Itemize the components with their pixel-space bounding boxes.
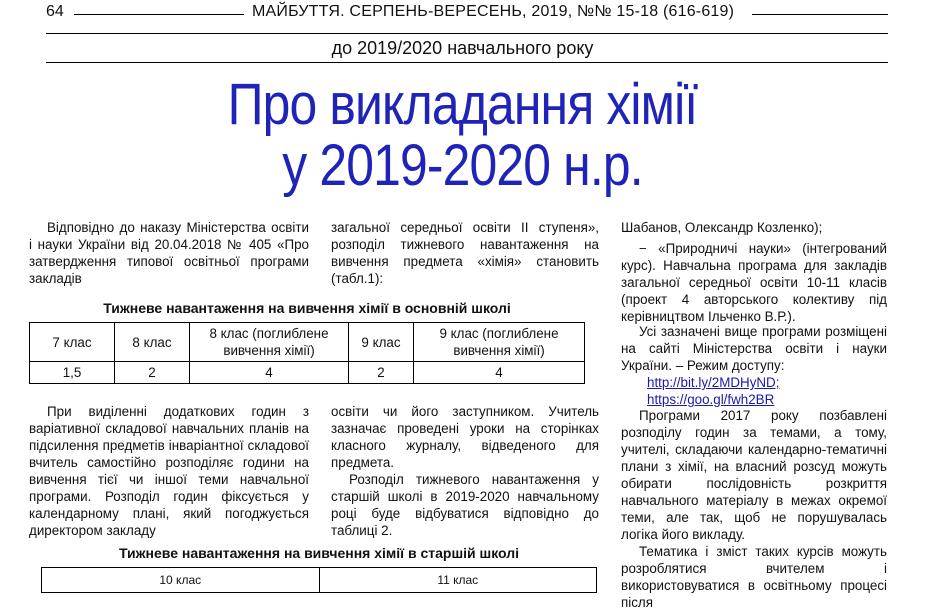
col2-paragraph-1: загальної середньої освіти ІІ ступеня», розподіл тижневого навантаження на вивчення предмета «хімія» становить (табл.1): (331, 220, 599, 286)
link-bit-ly[interactable]: http://bit.ly/2MDHyND; (647, 375, 780, 390)
article-title-line-1: Про викладання хімії (227, 72, 698, 137)
table1-header-cell: 9 клас (349, 323, 414, 362)
col3-paragraph-4: Програми 2017 року позбавлені розподілу годин за темами, а тому, учителі, складаючи календарно-тематичні плани з хімії, на власний розсуд можуть обирати послідовність розкриття навчального матеріалу в межах окремої теми, але так, щоб не порушувалась логіка його викладу. (621, 408, 887, 542)
table1-value-cell: 2 (115, 362, 190, 384)
table2-caption: Тижневе навантаження на вивчення хімії в старшій школі (119, 545, 519, 561)
header-rule-right (752, 14, 888, 15)
col3-paragraph-3: Усі зазначені вище програми розміщені на сайті Міністерства освіти і науки України. – Режим доступу: (621, 324, 887, 373)
table2 (41, 567, 597, 593)
table1-value-cell: 4 (414, 362, 585, 384)
article-title (65, 74, 861, 196)
table1-header-cell: 8 клас (115, 323, 190, 362)
col1-paragraph-1: Відповідно до наказу Міністерства освіти і науки України від 20.04.2018 № 405 «Про затвердження типової освітньої програми закладів (29, 220, 309, 286)
page-header (32, 3, 888, 23)
page-number: 64 (46, 3, 64, 20)
col3-links (647, 374, 887, 408)
section-rule-bottom (46, 62, 888, 63)
article-title-line-2: у 2019-2020 н.р. (282, 133, 643, 198)
header-rule-left (74, 14, 244, 15)
col3-paragraph-1: Шабанов, Олександр Козленко); (621, 220, 823, 235)
table1 (29, 322, 585, 384)
col3-paragraph-2: − «Природничі науки» (інтегрований курс). Навчальна програма для закладів загальної середньої освіти 10-11 класів (проект 4 авторського колективу під керівництвом Ільченко В.Р.). (621, 241, 887, 324)
table1-header-cell: 8 клас (поглиблене вивчення хімії) (190, 323, 349, 362)
table1-caption: Тижневе навантаження на вивчення хімії в основній школі (103, 300, 511, 316)
col1-paragraph-2: При виділенні додаткових годин з варіативної складової навчальних планів на підсилення предметів інваріантної складової вчитель самостійно розподіляє години на вивчення тієї чи іншої теми навчальної програми. Розподіл годин фіксується у календарному плані, який погоджується директором закладу (29, 404, 309, 538)
col3-paragraph-5: Тематика і зміст таких курсів можуть розроблятися вчителем і використовуватися в освітньому процесі після (621, 544, 887, 610)
table2-header-row (42, 568, 597, 593)
table1-header-row (30, 323, 585, 362)
table1-header-cell: 9 клас (поглиблене вивчення хімії) (414, 323, 585, 362)
table2-header-cell: 10 клас (42, 568, 320, 593)
col2-paragraph-3: Розподіл тижневого навантаження у старшій школі в 2019-2020 навчальному році буде відбуватися відповідно до таблиці 2. (331, 472, 599, 538)
running-title: МАЙБУТТЯ. СЕРПЕНЬ-ВЕРЕСЕНЬ, 2019, №№ 15-18 (616-619) (252, 3, 735, 20)
section-label: до 2019/2020 навчального року (331, 38, 594, 58)
table2-header-cell: 11 клас (319, 568, 597, 593)
link-goo-gl[interactable]: https://goo.gl/fwh2BR (647, 392, 775, 407)
table1-value-row (30, 362, 585, 384)
table1-header-cell: 7 клас (30, 323, 115, 362)
table1-value-cell: 2 (349, 362, 414, 384)
col2-paragraph-2: освіти чи його заступником. Учитель зазначає проведені уроки на сторінках класного журналу, відведеного для предмета. (331, 404, 599, 470)
table1-value-cell: 1,5 (30, 362, 115, 384)
table1-value-cell: 4 (190, 362, 349, 384)
section-rule-top (46, 33, 888, 34)
